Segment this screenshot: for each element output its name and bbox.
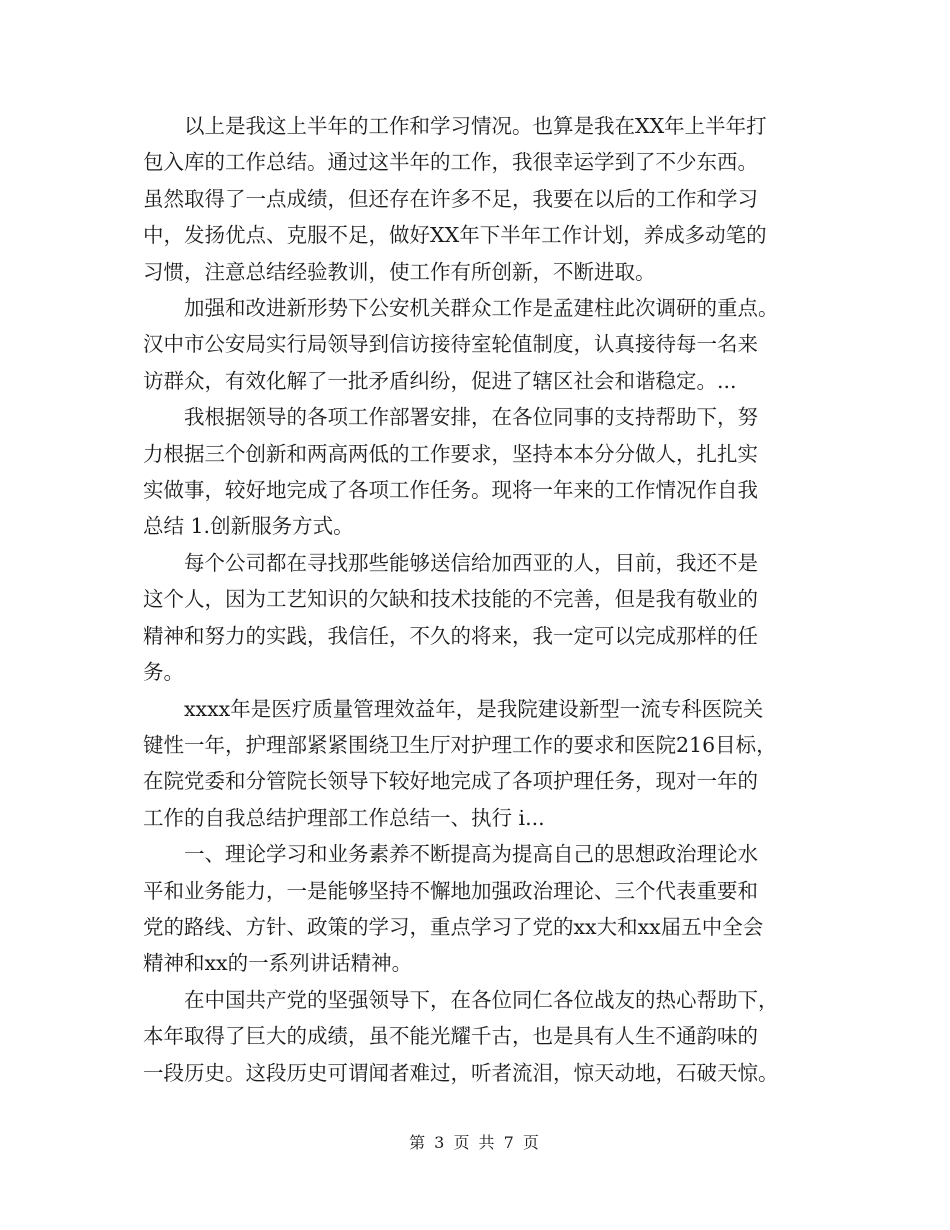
paragraph-line: 中，发扬优点、克服不足，做好XX年下半年工作计划，养成多动笔的	[143, 223, 767, 248]
paragraph	[143, 108, 813, 290]
paragraph-line: xxxx年是医疗质量管理效益年，是我院建设新型一流专科医院关	[184, 696, 764, 721]
paragraph-line: 加强和改进新形势下公安机关群众工作是孟建柱此次调研的重点。	[184, 296, 779, 321]
paragraph-line: 一、理论学习和业务素养不断提高为提高自己的思想政治理论水	[184, 842, 758, 867]
paragraph	[143, 691, 813, 837]
paragraph-line: 我根据领导的各项工作部署安排，在各位同事的支持帮助下，努	[184, 405, 758, 430]
paragraph-line: 一段历史。这段历史可谓闻者难过，听者流泪，惊天动地，石破天惊。	[143, 1060, 779, 1085]
paragraph-line: 平和业务能力，一是能够坚持不懈地加强政治理论、三个代表重要和	[143, 878, 758, 903]
page-number-footer: 第 3 页 共 7 页	[409, 1133, 541, 1152]
paragraph-line: 在中国共产党的坚强领导下，在各位同仁各位战友的热心帮助下，	[184, 987, 779, 1012]
paragraph-line: 汉中市公安局实行局领导到信访接待室轮值制度，认真接待每一名来	[143, 332, 758, 357]
paragraph-line: 这个人，因为工艺知识的欠缺和技术技能的不完善，但是我有敬业的	[143, 587, 758, 612]
paragraph-line: 在院党委和分管院长领导下较好地完成了各项护理任务，现对一年的	[143, 769, 758, 794]
paragraph-line: 精神和xx的一系列讲话精神。	[143, 951, 413, 976]
paragraph-line: 以上是我这上半年的工作和学习情况。也算是我在XX年上半年打	[184, 114, 767, 138]
document-body	[143, 108, 813, 1091]
paragraph-line: 精神和努力的实践，我信任，不久的将来，我一定可以完成那样的任	[143, 623, 758, 648]
paragraph	[143, 982, 813, 1091]
paragraph	[143, 545, 813, 691]
paragraph-line: 总结 1.创新服务方式。	[143, 514, 354, 539]
paragraph-line: 工作的自我总结护理部工作总结一、执行 i...	[143, 805, 545, 830]
paragraph-line: 务。	[143, 660, 184, 685]
paragraph-line: 键性一年，护理部紧紧围绕卫生厅对护理工作的要求和医院216目标，	[143, 732, 777, 757]
paragraph-line: 本年取得了巨大的成绩，虽不能光耀千古，也是具有人生不通韵味的	[143, 1024, 758, 1049]
paragraph-line: 实做事，较好地完成了各项工作任务。现将一年来的工作情况作自我	[143, 478, 758, 503]
paragraph-line: 包入库的工作总结。通过这半年的工作，我很幸运学到了不少东西。	[143, 150, 758, 175]
paragraph	[143, 290, 813, 399]
paragraph-line: 访群众，有效化解了一批矛盾纠纷，促进了辖区社会和谐稳定。...	[143, 368, 737, 393]
paragraph-line: 力根据三个创新和两高两低的工作要求，坚持本本分分做人，扎扎实	[143, 441, 758, 466]
paragraph-line: 每个公司都在寻找那些能够送信给加西亚的人，目前，我还不是	[184, 550, 758, 575]
paragraph	[143, 836, 813, 982]
paragraph-line: 虽然取得了一点成绩，但还存在许多不足，我要在以后的工作和学习	[143, 186, 758, 211]
paragraph-line: 党的路线、方针、政策的学习，重点学习了党的xx大和xx届五中全会	[143, 914, 764, 939]
paragraph-line: 习惯，注意总结经验教训，使工作有所创新，不断进取。	[143, 259, 656, 284]
paragraph	[143, 399, 813, 545]
